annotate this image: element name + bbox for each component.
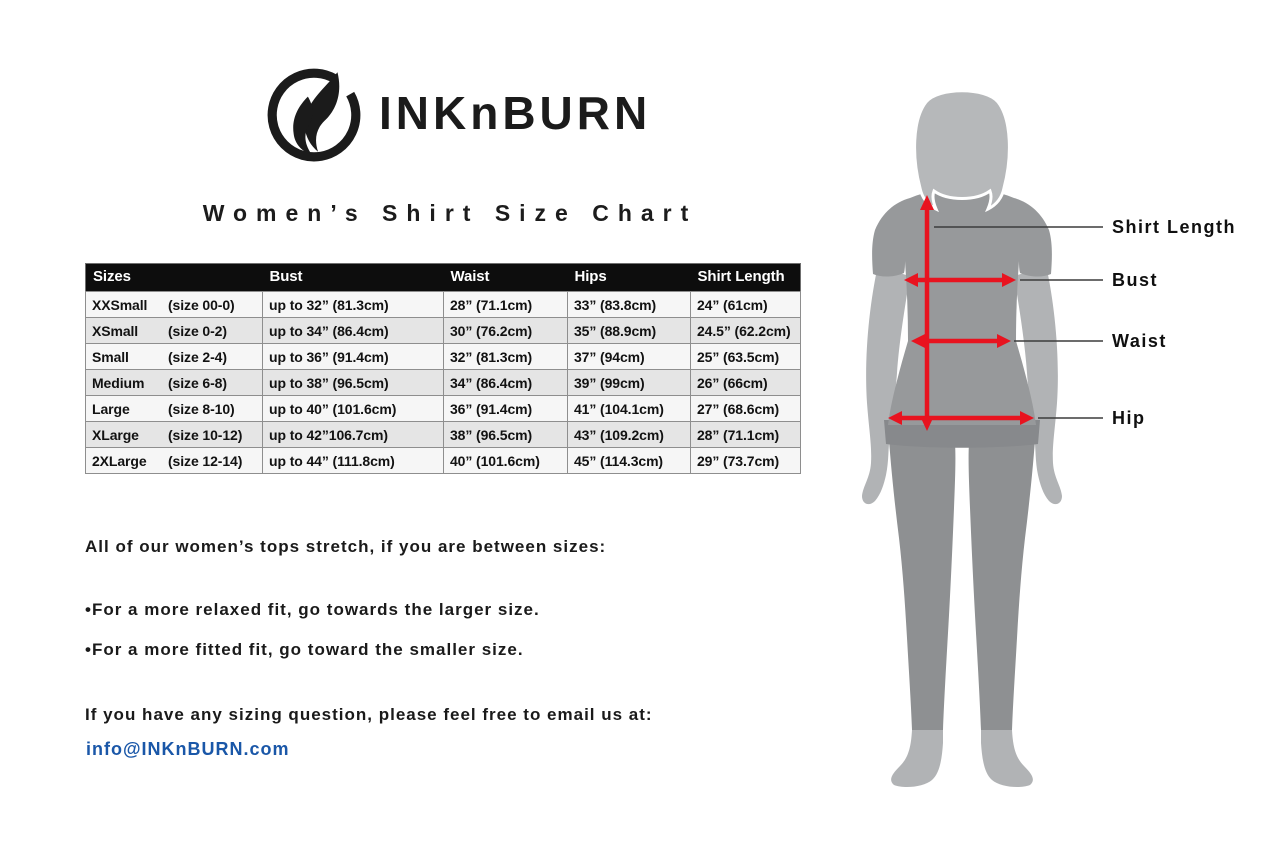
table-row [86, 344, 801, 370]
flame-logo-icon [263, 62, 365, 164]
size-name: Medium [92, 374, 145, 391]
shirt-length-cell: 24.5” (62.2cm) [691, 318, 801, 344]
col-header-hips: Hips [568, 264, 691, 292]
col-header-shirt-length: Shirt Length [691, 264, 801, 292]
bust-cell: up to 44” (111.8cm) [263, 448, 444, 474]
table-header-row [86, 264, 801, 292]
bust-cell: up to 38” (96.5cm) [263, 370, 444, 396]
table-row [86, 448, 801, 474]
contact-note: If you have any sizing question, please feel free to email us at: [85, 705, 653, 724]
bust-cell: up to 40” (101.6cm) [263, 396, 444, 422]
table-row [86, 370, 801, 396]
bust-cell: up to 42”106.7cm) [263, 422, 444, 448]
waist-cell: 30” (76.2cm) [444, 318, 568, 344]
shirt-length-cell: 26” (66cm) [691, 370, 801, 396]
size-range: (size 0-2) [168, 322, 227, 339]
size-name: XLarge [92, 426, 139, 443]
shirt-length-cell: 24” (61cm) [691, 292, 801, 318]
hips-cell: 41” (104.1cm) [568, 396, 691, 422]
body-measurement-diagram [850, 58, 1280, 798]
fitted-fit-note: •For a more fitted fit, go toward the smaller size. [85, 640, 524, 659]
shirt-length-cell: 27” (68.6cm) [691, 396, 801, 422]
waist-cell: 36” (91.4cm) [444, 396, 568, 422]
hips-cell: 33” (83.8cm) [568, 292, 691, 318]
waist-cell: 38” (96.5cm) [444, 422, 568, 448]
hip-label: Hip [1112, 408, 1146, 428]
size-cell [86, 344, 263, 370]
waist-cell: 28” (71.1cm) [444, 292, 568, 318]
col-header-bust: Bust [263, 264, 444, 292]
bust-cell: up to 36” (91.4cm) [263, 344, 444, 370]
size-range: (size 2-4) [168, 348, 227, 365]
size-cell [86, 292, 263, 318]
hips-cell: 39” (99cm) [568, 370, 691, 396]
waist-label: Waist [1112, 331, 1167, 351]
relaxed-fit-note: •For a more relaxed fit, go towards the larger size. [85, 600, 540, 619]
shirt-length-cell: 25” (63.5cm) [691, 344, 801, 370]
size-cell [86, 396, 263, 422]
size-cell [86, 422, 263, 448]
table-row [86, 422, 801, 448]
size-range: (size 12-14) [168, 452, 243, 469]
size-cell [86, 448, 263, 474]
page-title: Women’s Shirt Size Chart [202, 200, 698, 226]
table-row [86, 292, 801, 318]
size-name: Large [92, 400, 130, 417]
shirt-length-cell: 29” (73.7cm) [691, 448, 801, 474]
brand-header [263, 62, 651, 164]
size-name: Small [92, 348, 129, 365]
shirt-length-cell: 28” (71.1cm) [691, 422, 801, 448]
bust-label: Bust [1112, 270, 1158, 290]
waist-cell: 34” (86.4cm) [444, 370, 568, 396]
bust-cell: up to 32” (81.3cm) [263, 292, 444, 318]
email-link[interactable]: info@INKnBURN.com [86, 739, 290, 759]
size-name: XXSmall [92, 296, 148, 313]
waist-cell: 32” (81.3cm) [444, 344, 568, 370]
size-range: (size 6-8) [168, 374, 227, 391]
hips-cell: 43” (109.2cm) [568, 422, 691, 448]
hips-cell: 35” (88.9cm) [568, 318, 691, 344]
size-cell [86, 370, 263, 396]
bust-cell: up to 34” (86.4cm) [263, 318, 444, 344]
col-header-waist: Waist [444, 264, 568, 292]
table-row [86, 318, 801, 344]
size-range: (size 8-10) [168, 400, 235, 417]
size-name: XSmall [92, 322, 139, 339]
waist-cell: 40” (101.6cm) [444, 448, 568, 474]
size-cell [86, 318, 263, 344]
size-name: 2XLarge [92, 452, 147, 469]
size-chart-table [85, 263, 801, 474]
brand-name: INKnBURN [379, 87, 652, 139]
size-range: (size 10-12) [168, 426, 243, 443]
stretch-note: All of our women’s tops stretch, if you are between sizes: [85, 537, 607, 556]
table-row [86, 396, 801, 422]
hips-cell: 37” (94cm) [568, 344, 691, 370]
hips-cell: 45” (114.3cm) [568, 448, 691, 474]
shirt-length-label: Shirt Length [1112, 217, 1236, 237]
size-range: (size 00-0) [168, 296, 235, 313]
col-header-sizes: Sizes [86, 264, 263, 292]
body-silhouette [862, 91, 1062, 787]
